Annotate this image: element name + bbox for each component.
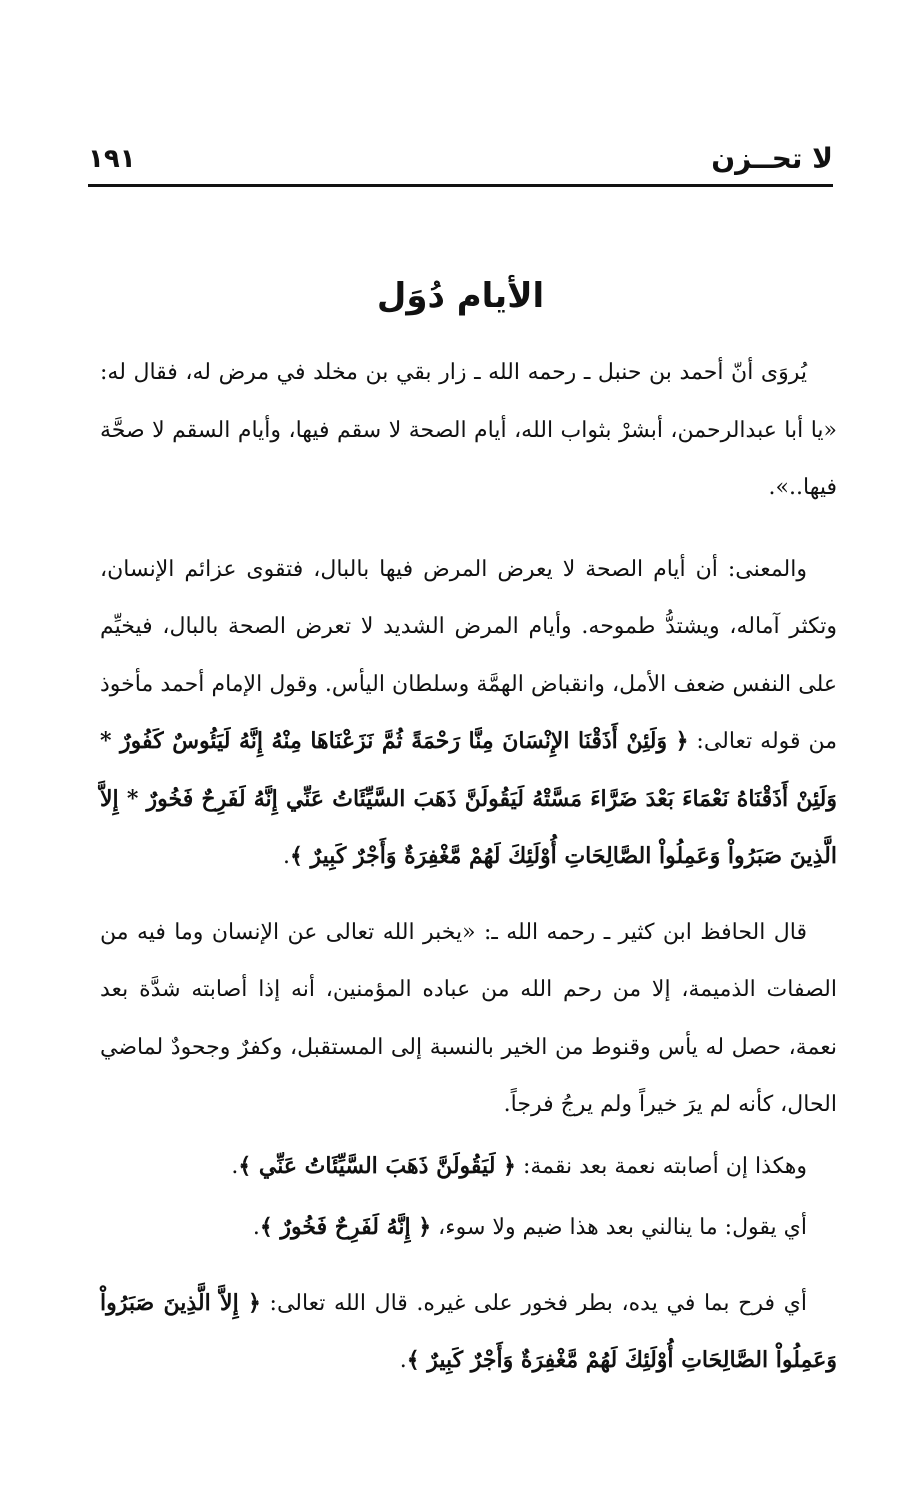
paragraph-6-text: أي فرح بما في يده، بطر فخور على غيره. قال الله تعالى: <box>269 1290 807 1316</box>
running-title: لا تحــزن <box>711 142 833 175</box>
paragraph-5-end: . <box>252 1215 260 1240</box>
paragraph-4 <box>100 1138 837 1196</box>
paragraph-6 <box>100 1275 837 1390</box>
paragraph-1 <box>100 344 837 517</box>
paragraph-2-end: . <box>282 844 290 869</box>
page-body <box>100 344 837 1390</box>
paragraph-4-text: وهكذا إن أصابته نعمة بعد نقمة: <box>522 1153 807 1179</box>
paragraph-4-end: . <box>231 1153 239 1179</box>
paragraph-2 <box>100 541 837 886</box>
paragraph-2-text: والمعنى: أن أيام الصحة لا يعرض المرض فيها بالبال، فتقوى عزائم الإنسان، وتكثر آماله، ويشتدُّ طموحه. وأيام المرض الشديد لا تعرض الصحة بالبال، فيخيِّم على النفس ضعف الأمل، وانقباض الهمَّة وسلطان اليأس. وقول الإمام أحمد مأخوذ من قوله تعالى: <box>100 556 837 754</box>
paragraph-6-end: . <box>399 1348 407 1373</box>
quran-verse: ﴿ إِلاَّ الَّذِينَ صَبَرُواْ وَعَمِلُواْ الصَّالِحَاتِ أُوْلَئِكَ لَهُمْ مَّغْفِرَةٌ وَأَجْرٌ كَبِيرٌ ﴾ <box>100 1289 837 1373</box>
quran-verse: ﴿ وَلَئِنْ أَذَقْنَا الإِنْسَانَ مِنَّا رَحْمَةً ثُمَّ نَزَعْنَاهَا مِنْهُ إِنَّهُ لَيَئُوسٌ كَفُورٌ * وَلَئِنْ أَذَقْنَاهُ نَعْمَاءَ بَعْدَ ضَرَّاءَ مَسَّتْهُ لَيَقُولَنَّ ذَهَبَ السَّيِّئَاتُ عَنِّي إِنَّهُ لَفَرِحٌ فَخُورٌ * إِلاَّ الَّذِينَ صَبَرُواْ وَعَمِلُواْ الصَّالِحَاتِ أُوْلَئِكَ لَهُمْ مَّغْفِرَةٌ وَأَجْرٌ كَبِيرٌ ﴾ <box>100 728 837 869</box>
paragraph-5-text: أي يقول: ما ينالني بعد هذا ضيم ولا سوء، <box>438 1215 807 1240</box>
paragraph-3-text: قال الحافظ ابن كثير ـ رحمه الله ـ: «يخبر الله تعالى عن الإنسان وما فيه من الصفات الذميمة، إلا من رحم الله من عباده المؤمنين، أنه إذا أصابته شدَّة بعد نعمة، حصل له يأس وقنوط من الخير بالنسبة إلى المستقبل، وكفرٌ وجحودٌ لماضي الحال، كأنه لم يرَ خيراً ولم يرجُ فرجاً. <box>100 919 837 1117</box>
paragraph-3 <box>100 904 837 1134</box>
quran-verse: ﴿ لَيَقُولَنَّ ذَهَبَ السَّيِّئَاتُ عَنِّي ﴾ <box>238 1152 516 1179</box>
page-number: ١٩١ <box>88 144 136 174</box>
quran-verse: ﴿ إِنَّهُ لَفَرِحٌ فَخُورٌ ﴾ <box>259 1214 432 1240</box>
paragraph-5 <box>100 1199 837 1257</box>
chapter-title: الأيام دُوَل <box>376 276 545 316</box>
page-header <box>88 138 833 187</box>
paragraph-1-text: يُروَى أنّ أحمد بن حنبل ـ رحمه الله ـ زار بقي بن مخلد في مرض له، فقال له: «يا أبا عبدالرحمن، أبشرْ بثواب الله، أيام الصحة لا سقم فيها، وأيام السقم لا صحَّة فيها..». <box>100 360 837 500</box>
